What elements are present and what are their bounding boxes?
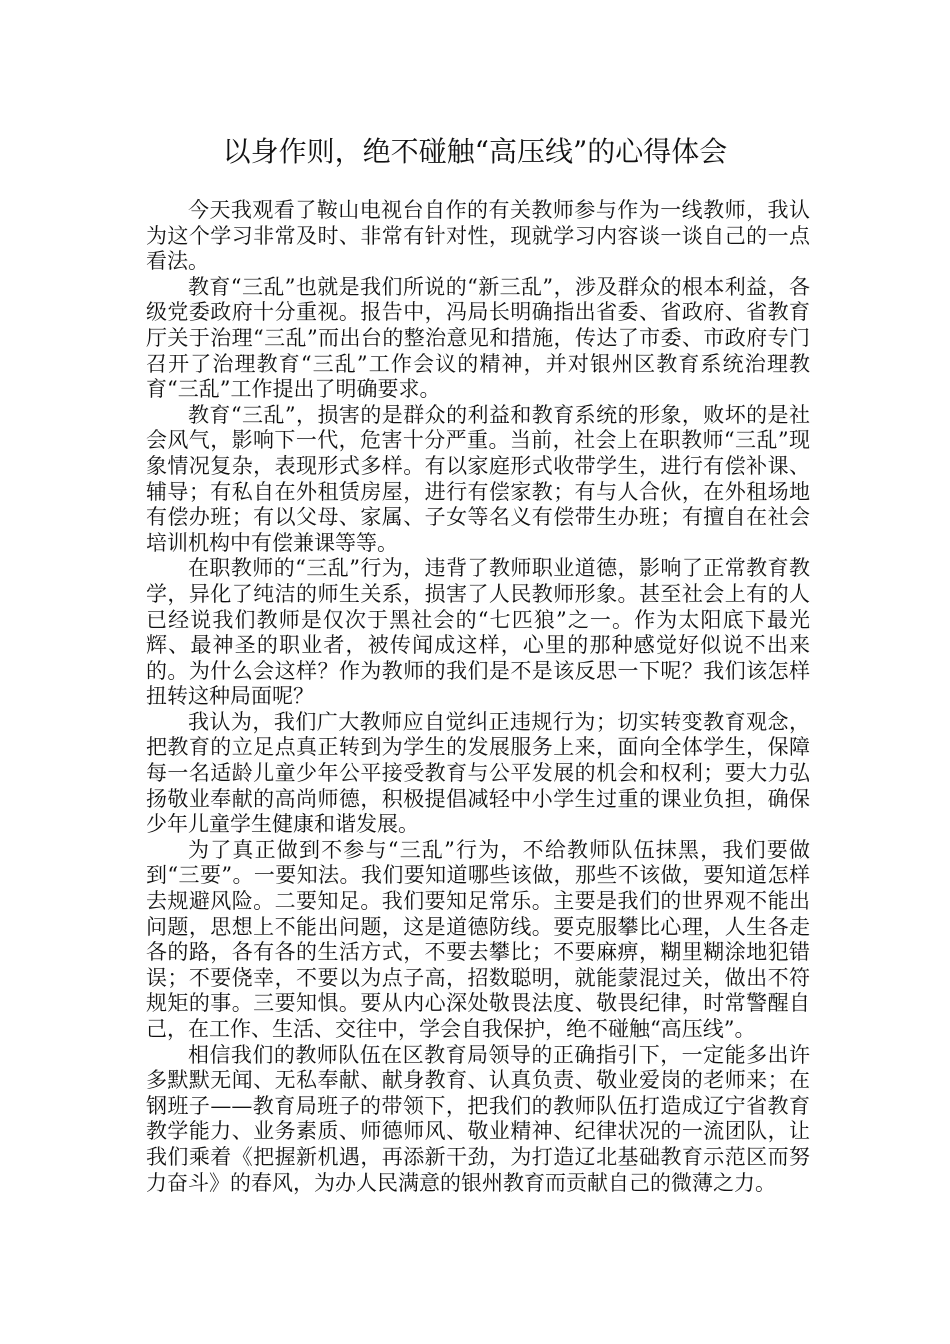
paragraph-three-requirements: 为了真正做到不参与“三乱”行为，不给教师队伍抹黑，我们要做到“三要”。一要知法。我们要知道哪些该做，那些不该做，要知道怎样去规避风险。二要知足。我们要知足常乐。主要是我们的世界观不能出问题，思想上不能出问题，这是道德防线。要克服攀比心理，人生各走各的路，各有各的生活方式，不要去攀比；不要麻痹，糊里糊涂地犯错误；不要侥幸，不要以为点子高，招数聪明，就能蒙混过关，做出不符规矩的事。三要知惧。要从内心深处敬畏法度、敬畏纪律，时常警醒自己，在工作、生活、交往中，学会自我保护，绝不碰触“高压线”。 — [146, 837, 810, 1041]
document-title: 以身作则，绝不碰触“高压线”的心得体会 — [222, 135, 728, 168]
paragraph-reflection: 在职教师的“三乱”行为，违背了教师职业道德，影响了正常教育教学，异化了纯洁的师生关系，损害了人民教师形象。甚至社会上有的人已经说我们教师是仅次于黑社会的“七匹狼”之一。作为太阳底下最光辉、最神圣的职业者，被传闻成这样，心里的那种感觉好似说不出来的。为什么会这样？作为教师的我们是不是该反思一下呢？我们该怎样扭转这种局面呢？ — [146, 556, 810, 709]
paragraph-harm: 教育“三乱”，损害的是群众的利益和教育系统的形象，败坏的是社会风气，影响下一代，危害十分严重。当前，社会上在职教师“三乱”现象情况复杂，表现形式多样。有以家庭形式收带学生，进行有偿补课、辅导；有私自在外租赁房屋，进行有偿家教；有与人合伙，在外租场地有偿办班；有以父母、家属、子女等名义有偿带生办班；有擅自在社会培训机构中有偿兼课等等。 — [146, 402, 810, 555]
paragraph-conclusion: 相信我们的教师队伍在区教育局领导的正确指引下，一定能多出许多默默无闻、无私奉献、献身教育、认真负责、敬业爱岗的老师来；在钢班子——教育局班子的带领下，把我们的教师队伍打造成辽宁省教育教学能力、业务素质、师德师风、敬业精神、纪律状况的一流团队，让我们乘着《把握新机遇，再添新干劲，为打造辽北基础教育示范区而努力奋斗》的春风，为办人民满意的银州教育而贡献自己的微薄之力。 — [146, 1042, 810, 1195]
paragraph-intro: 今天我观看了鞍山电视台自作的有关教师参与作为一线教师，我认为这个学习非常及时、非常有针对性，现就学习内容谈一谈自己的一点看法。 — [146, 198, 810, 274]
paragraph-opinion: 我认为，我们广大教师应自觉纠正违规行为；切实转变教育观念，把教育的立足点真正转到为学生的发展服务上来，面向全体学生，保障每一名适龄儿童少年公平接受教育与公平发展的机会和权利；要大力弘扬敬业奉献的高尚师德，积极提倡减轻中小学生过重的课业负担，确保少年儿童学生健康和谐发展。 — [146, 709, 810, 837]
paragraph-background: 教育“三乱”也就是我们所说的“新三乱”，涉及群众的根本利益，各级党委政府十分重视。报告中，冯局长明确指出省委、省政府、省教育厅关于治理“三乱”而出台的整治意见和措施，传达了市委、市政府专门召开了治理教育“三乱”工作会议的精神，并对银州区教育系统治理教育“三乱”工作提出了明确要求。 — [146, 274, 810, 402]
document-body — [146, 198, 810, 1196]
